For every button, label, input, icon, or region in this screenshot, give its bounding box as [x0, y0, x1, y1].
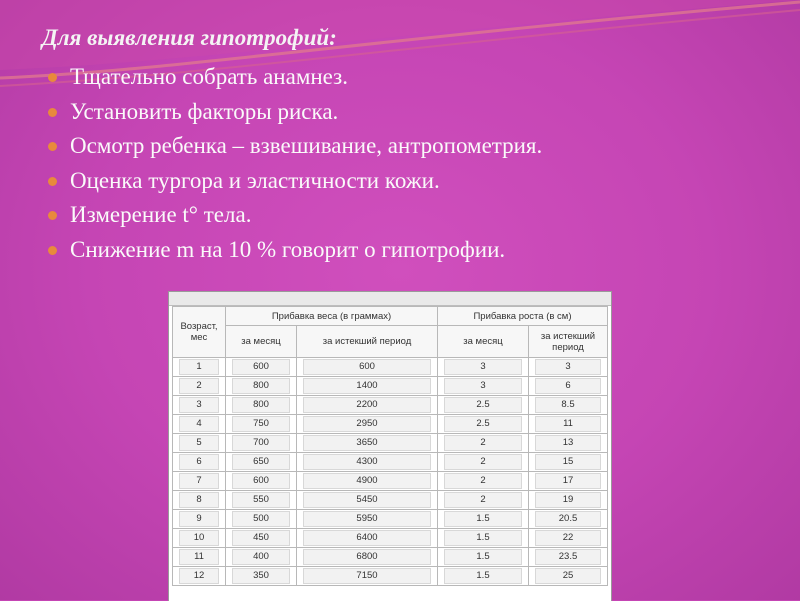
cell-age-value: 8: [179, 492, 219, 508]
cell-height-period: [529, 491, 608, 510]
cell-weight-period: [297, 377, 438, 396]
cell-age: [173, 434, 226, 453]
cell-age-value: 4: [179, 416, 219, 432]
cell-height-period: [529, 510, 608, 529]
cell-height-month: [438, 434, 529, 453]
cell-weight-period: [297, 434, 438, 453]
bullet-text: Измерение t° тела.: [70, 202, 252, 227]
cell-height-month: [438, 567, 529, 586]
cell-height-period: [529, 434, 608, 453]
bullet-dot-icon: [48, 142, 57, 151]
cell-height-month: [438, 491, 529, 510]
subheader-height-month: за месяц: [438, 326, 529, 358]
subheader-height-period: за истекший период: [529, 326, 608, 358]
cell-age: [173, 472, 226, 491]
slide-title: Для выявления гипотрофий:: [42, 25, 337, 50]
cell-weight-month-value: 350: [232, 568, 290, 584]
cell-height-period: [529, 472, 608, 491]
cell-weight-month-value: 750: [232, 416, 290, 432]
growth-table-image: [168, 291, 612, 601]
bullet-text: Тщательно собрать анамнез.: [70, 64, 349, 89]
cell-weight-month: [226, 567, 297, 586]
cell-height-month: [438, 472, 529, 491]
cell-weight-month-value: 450: [232, 530, 290, 546]
cell-height-month-value: 1.5: [444, 530, 522, 546]
cell-weight-period: [297, 510, 438, 529]
cell-age: [173, 510, 226, 529]
cell-height-month-value: 3: [444, 359, 522, 375]
cell-height-month-value: 2: [444, 492, 522, 508]
bullet-text: Оценка тургора и эластичности кожи.: [70, 167, 440, 193]
cell-height-month: [438, 510, 529, 529]
subheader-weight-period: за истекший период: [297, 326, 438, 358]
cell-weight-period: [297, 491, 438, 510]
cell-height-period: [529, 377, 608, 396]
cell-weight-month: [226, 548, 297, 567]
cell-weight-period: [297, 548, 438, 567]
cell-height-month: [438, 358, 529, 377]
group-header-weight: Прибавка веса (в граммах): [226, 307, 438, 326]
group-header-height: Прибавка роста (в см): [438, 307, 608, 326]
cell-age: [173, 529, 226, 548]
growth-table: [172, 306, 608, 586]
cell-weight-period-value: 2950: [303, 416, 431, 432]
cell-height-period: [529, 453, 608, 472]
cell-height-month: [438, 548, 529, 567]
cell-age-value: 12: [179, 568, 219, 584]
cell-age: [173, 567, 226, 586]
cell-height-period: [529, 567, 608, 586]
cell-age: [173, 377, 226, 396]
subheader-weight-month: за месяц: [226, 326, 297, 358]
table-row: [173, 472, 608, 491]
cell-weight-month: [226, 415, 297, 434]
cell-height-month-value: 1.5: [444, 568, 522, 584]
cell-weight-month-value: 700: [232, 435, 290, 451]
cell-weight-month: [226, 529, 297, 548]
cell-height-period: [529, 396, 608, 415]
cell-weight-month-value: 800: [232, 397, 290, 413]
cell-height-month-value: 3: [444, 378, 522, 394]
table-body: [173, 358, 608, 586]
cell-height-month: [438, 529, 529, 548]
cell-weight-period: [297, 396, 438, 415]
bullet-item: [48, 164, 542, 199]
bullet-text: Снижение m на 10 % говорит о гипотрофии.: [70, 236, 506, 262]
cell-weight-period-value: 3650: [303, 435, 431, 451]
cell-weight-period-value: 5450: [303, 492, 431, 508]
table-row: [173, 548, 608, 567]
cell-height-period: [529, 548, 608, 567]
cell-age: [173, 415, 226, 434]
cell-weight-period-value: 7150: [303, 568, 431, 584]
cell-weight-period-value: 2200: [303, 397, 431, 413]
cell-height-period-value: 22: [535, 530, 601, 546]
cell-height-period-value: 25: [535, 568, 601, 584]
table-subheader-row: [173, 326, 608, 358]
cell-height-period: [529, 415, 608, 434]
cell-height-month: [438, 377, 529, 396]
cell-weight-period: [297, 453, 438, 472]
table-row: [173, 567, 608, 586]
cell-height-month-value: 2: [444, 454, 522, 470]
cell-height-period-value: 15: [535, 454, 601, 470]
cell-age-value: 9: [179, 511, 219, 527]
cell-weight-month: [226, 377, 297, 396]
bullet-dot-icon: [48, 108, 57, 117]
cell-weight-month: [226, 358, 297, 377]
table-row: [173, 358, 608, 377]
bullet-item: [48, 129, 542, 164]
bullet-item: [48, 233, 542, 268]
cell-weight-period-value: 4900: [303, 473, 431, 489]
cell-weight-period-value: 5950: [303, 511, 431, 527]
cell-height-period-value: 8.5: [535, 397, 601, 413]
cell-weight-month-value: 600: [232, 359, 290, 375]
cell-height-period: [529, 358, 608, 377]
table-row: [173, 434, 608, 453]
cell-age-value: 3: [179, 397, 219, 413]
bullet-dot-icon: [48, 177, 57, 186]
cell-height-period: [529, 529, 608, 548]
cell-weight-month-value: 800: [232, 378, 290, 394]
table-row: [173, 377, 608, 396]
table-row: [173, 510, 608, 529]
cell-weight-period-value: 1400: [303, 378, 431, 394]
cell-weight-period: [297, 529, 438, 548]
col-header-age: Возраст, мес: [173, 307, 226, 358]
cell-weight-period-value: 4300: [303, 454, 431, 470]
bullet-dot-icon: [48, 73, 57, 82]
cell-height-period-value: 20.5: [535, 511, 601, 527]
table-row: [173, 491, 608, 510]
bullet-item: [48, 95, 542, 130]
cell-weight-month: [226, 453, 297, 472]
cell-weight-period: [297, 358, 438, 377]
bullet-item: [48, 60, 542, 95]
cell-height-period-value: 19: [535, 492, 601, 508]
bullet-dot-icon: [48, 211, 57, 220]
cell-height-period-value: 17: [535, 473, 601, 489]
cell-age-value: 6: [179, 454, 219, 470]
cell-height-month-value: 2: [444, 435, 522, 451]
cell-weight-month: [226, 434, 297, 453]
cell-weight-period-value: 600: [303, 359, 431, 375]
cell-height-period-value: 6: [535, 378, 601, 394]
cell-weight-month-value: 650: [232, 454, 290, 470]
table-row: [173, 415, 608, 434]
cell-height-period-value: 13: [535, 435, 601, 451]
cell-height-period-value: 23.5: [535, 549, 601, 565]
cell-height-period-value: 3: [535, 359, 601, 375]
cell-height-month: [438, 453, 529, 472]
bullet-text: Осмотр ребенка – взвешивание, антропометрия.: [70, 133, 543, 158]
cell-age: [173, 358, 226, 377]
cell-weight-period-value: 6400: [303, 530, 431, 546]
cell-height-month-value: 2.5: [444, 416, 522, 432]
cell-weight-month-value: 600: [232, 473, 290, 489]
cell-weight-month-value: 400: [232, 549, 290, 565]
cell-age-value: 11: [179, 549, 219, 565]
cell-weight-period: [297, 415, 438, 434]
cell-height-month-value: 2.5: [444, 397, 522, 413]
cell-height-month: [438, 415, 529, 434]
table-row: [173, 453, 608, 472]
cell-age-value: 1: [179, 359, 219, 375]
cell-age: [173, 453, 226, 472]
cell-weight-period: [297, 472, 438, 491]
cell-age-value: 2: [179, 378, 219, 394]
bullet-dot-icon: [48, 246, 57, 255]
cell-weight-period: [297, 567, 438, 586]
cell-age: [173, 548, 226, 567]
cell-height-month-value: 1.5: [444, 549, 522, 565]
table-top-bar: [169, 292, 611, 306]
cell-age-value: 5: [179, 435, 219, 451]
bullet-item: [48, 198, 542, 233]
cell-age-value: 7: [179, 473, 219, 489]
cell-weight-month: [226, 472, 297, 491]
table-header-row: [173, 307, 608, 326]
cell-weight-month: [226, 491, 297, 510]
cell-weight-month: [226, 396, 297, 415]
table-row: [173, 396, 608, 415]
cell-age: [173, 396, 226, 415]
bullet-list: [48, 60, 542, 267]
cell-height-period-value: 11: [535, 416, 601, 432]
cell-weight-period-value: 6800: [303, 549, 431, 565]
cell-height-month: [438, 396, 529, 415]
cell-weight-month-value: 550: [232, 492, 290, 508]
table-row: [173, 529, 608, 548]
cell-height-month-value: 1.5: [444, 511, 522, 527]
cell-weight-month-value: 500: [232, 511, 290, 527]
bullet-text: Установить факторы риска.: [70, 98, 339, 124]
cell-age-value: 10: [179, 530, 219, 546]
cell-weight-month: [226, 510, 297, 529]
cell-height-month-value: 2: [444, 473, 522, 489]
cell-age: [173, 491, 226, 510]
